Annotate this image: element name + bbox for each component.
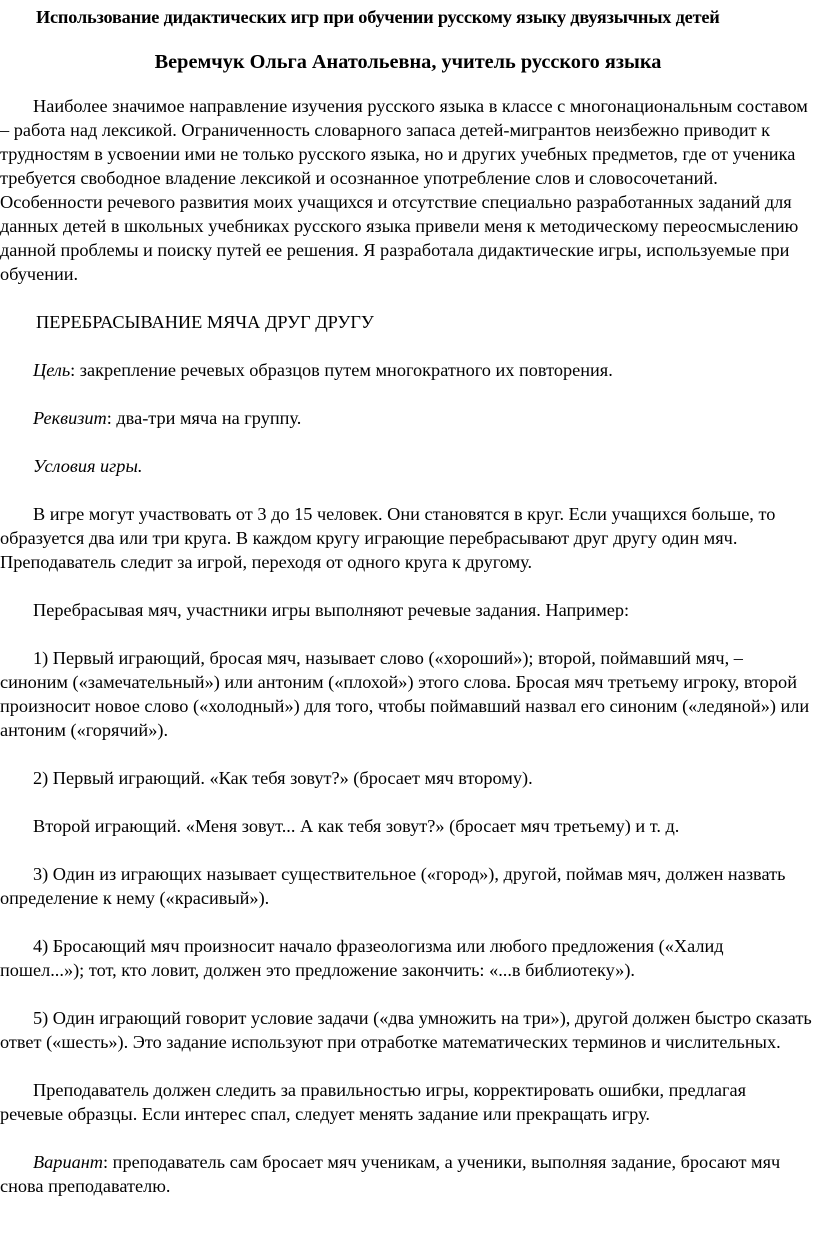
task-4-paragraph: 4) Бросающий мяч произносит начало фразеологизма или любого предложения («Халид пошел...»); тот, кто ловит, должен это предложение закончить: «...в библиотеку»). — [0, 936, 724, 980]
variant-text: : преподаватель сам бросает мяч ученикам, а ученики, выполняя задание, бросают мяч снова преподавателю. — [0, 1152, 781, 1196]
intro-paragraph: Наиболее значимое направление изучения русского языка в классе с многонациональным составом – работа над лексикой. Ограниченность словарного запаса детей-мигрантов неизбежно приводит к трудностям в усвоении ими не только русского языка, но и других учебных предметов, где от ученика требуется свободное владение лексикой и осознанное употребление слов и словосочетаний. Особенности речевого развития моих учащихся и отсутствие специально разработанных заданий для данных детей в школьных учебниках русского языка привели меня к методическому переосмыслению данной проблемы и поиску путей ее решения. Я разработала дидактические игры, используемые при обучении. — [0, 96, 808, 284]
props-label: Реквизит — [33, 408, 107, 428]
task-5-paragraph: 5) Один играющий говорит условие задачи («два умножить на три»), другой должен быстро сказать ответ («шесть»). Это задание используют при отработке математических терминов и числительных. — [0, 1008, 812, 1052]
tasks-intro-paragraph: Перебрасывая мяч, участники игры выполняют речевые задания. Например: — [33, 600, 630, 620]
goal-paragraph — [0, 358, 812, 382]
task-2a-paragraph: 2) Первый играющий. «Как тебя зовут?» (бросает мяч второму). — [33, 768, 533, 788]
props-paragraph — [0, 406, 812, 430]
document-body — [0, 94, 812, 1198]
conditions-label: Условия игры. — [33, 456, 143, 476]
goal-label: Цель — [33, 360, 71, 380]
props-text: : два-три мяча на группу. — [106, 408, 302, 428]
variant-label: Вариант — [33, 1152, 104, 1172]
conditions-paragraph: В игре могут участвовать от 3 до 15 человек. Они становятся в круг. Если учащихся больше, то образуется два или три круга. В каждом кругу играющие перебрасывают друг другу один мяч. Преподаватель следит за игрой, переходя от одного круга к другому. — [0, 504, 776, 572]
variant-paragraph — [0, 1150, 812, 1198]
task-3-paragraph: 3) Один из играющих называет существительное («город»), другой, поймав мяч, должен назвать определение к нему («красивый»). — [0, 864, 786, 908]
task-1-paragraph: 1) Первый играющий, бросая мяч, называет слово («хороший»); второй, поймавший мяч, – синоним («замечательный») или антоним («плохой») этого слова. Бросая мяч третьему игроку, второй произносит новое слово («холодный») для того, чтобы поймавший назвал его синоним («ледяной») или антоним («горячий»). — [0, 648, 810, 740]
author-line: Веремчук Ольга Анатольевна, учитель русского языка — [154, 51, 662, 73]
teacher-note-paragraph: Преподаватель должен следить за правильностью игры, корректировать ошибки, предлагая речевые образцы. Если интерес спал, следует менять задание или прекращать игру. — [0, 1080, 746, 1124]
game-title: ПЕРЕБРАСЫВАНИЕ МЯЧА ДРУГ ДРУГУ — [36, 312, 374, 332]
task-2b-paragraph: Второй играющий. «Меня зовут... А как тебя зовут?» (бросает мяч третьему) и т. д. — [33, 816, 680, 836]
document-title: Использование дидактических игр при обучении русскому языку двуязычных детей — [36, 7, 720, 27]
goal-text: : закрепление речевых образцов путем многократного их повторения. — [70, 360, 613, 380]
